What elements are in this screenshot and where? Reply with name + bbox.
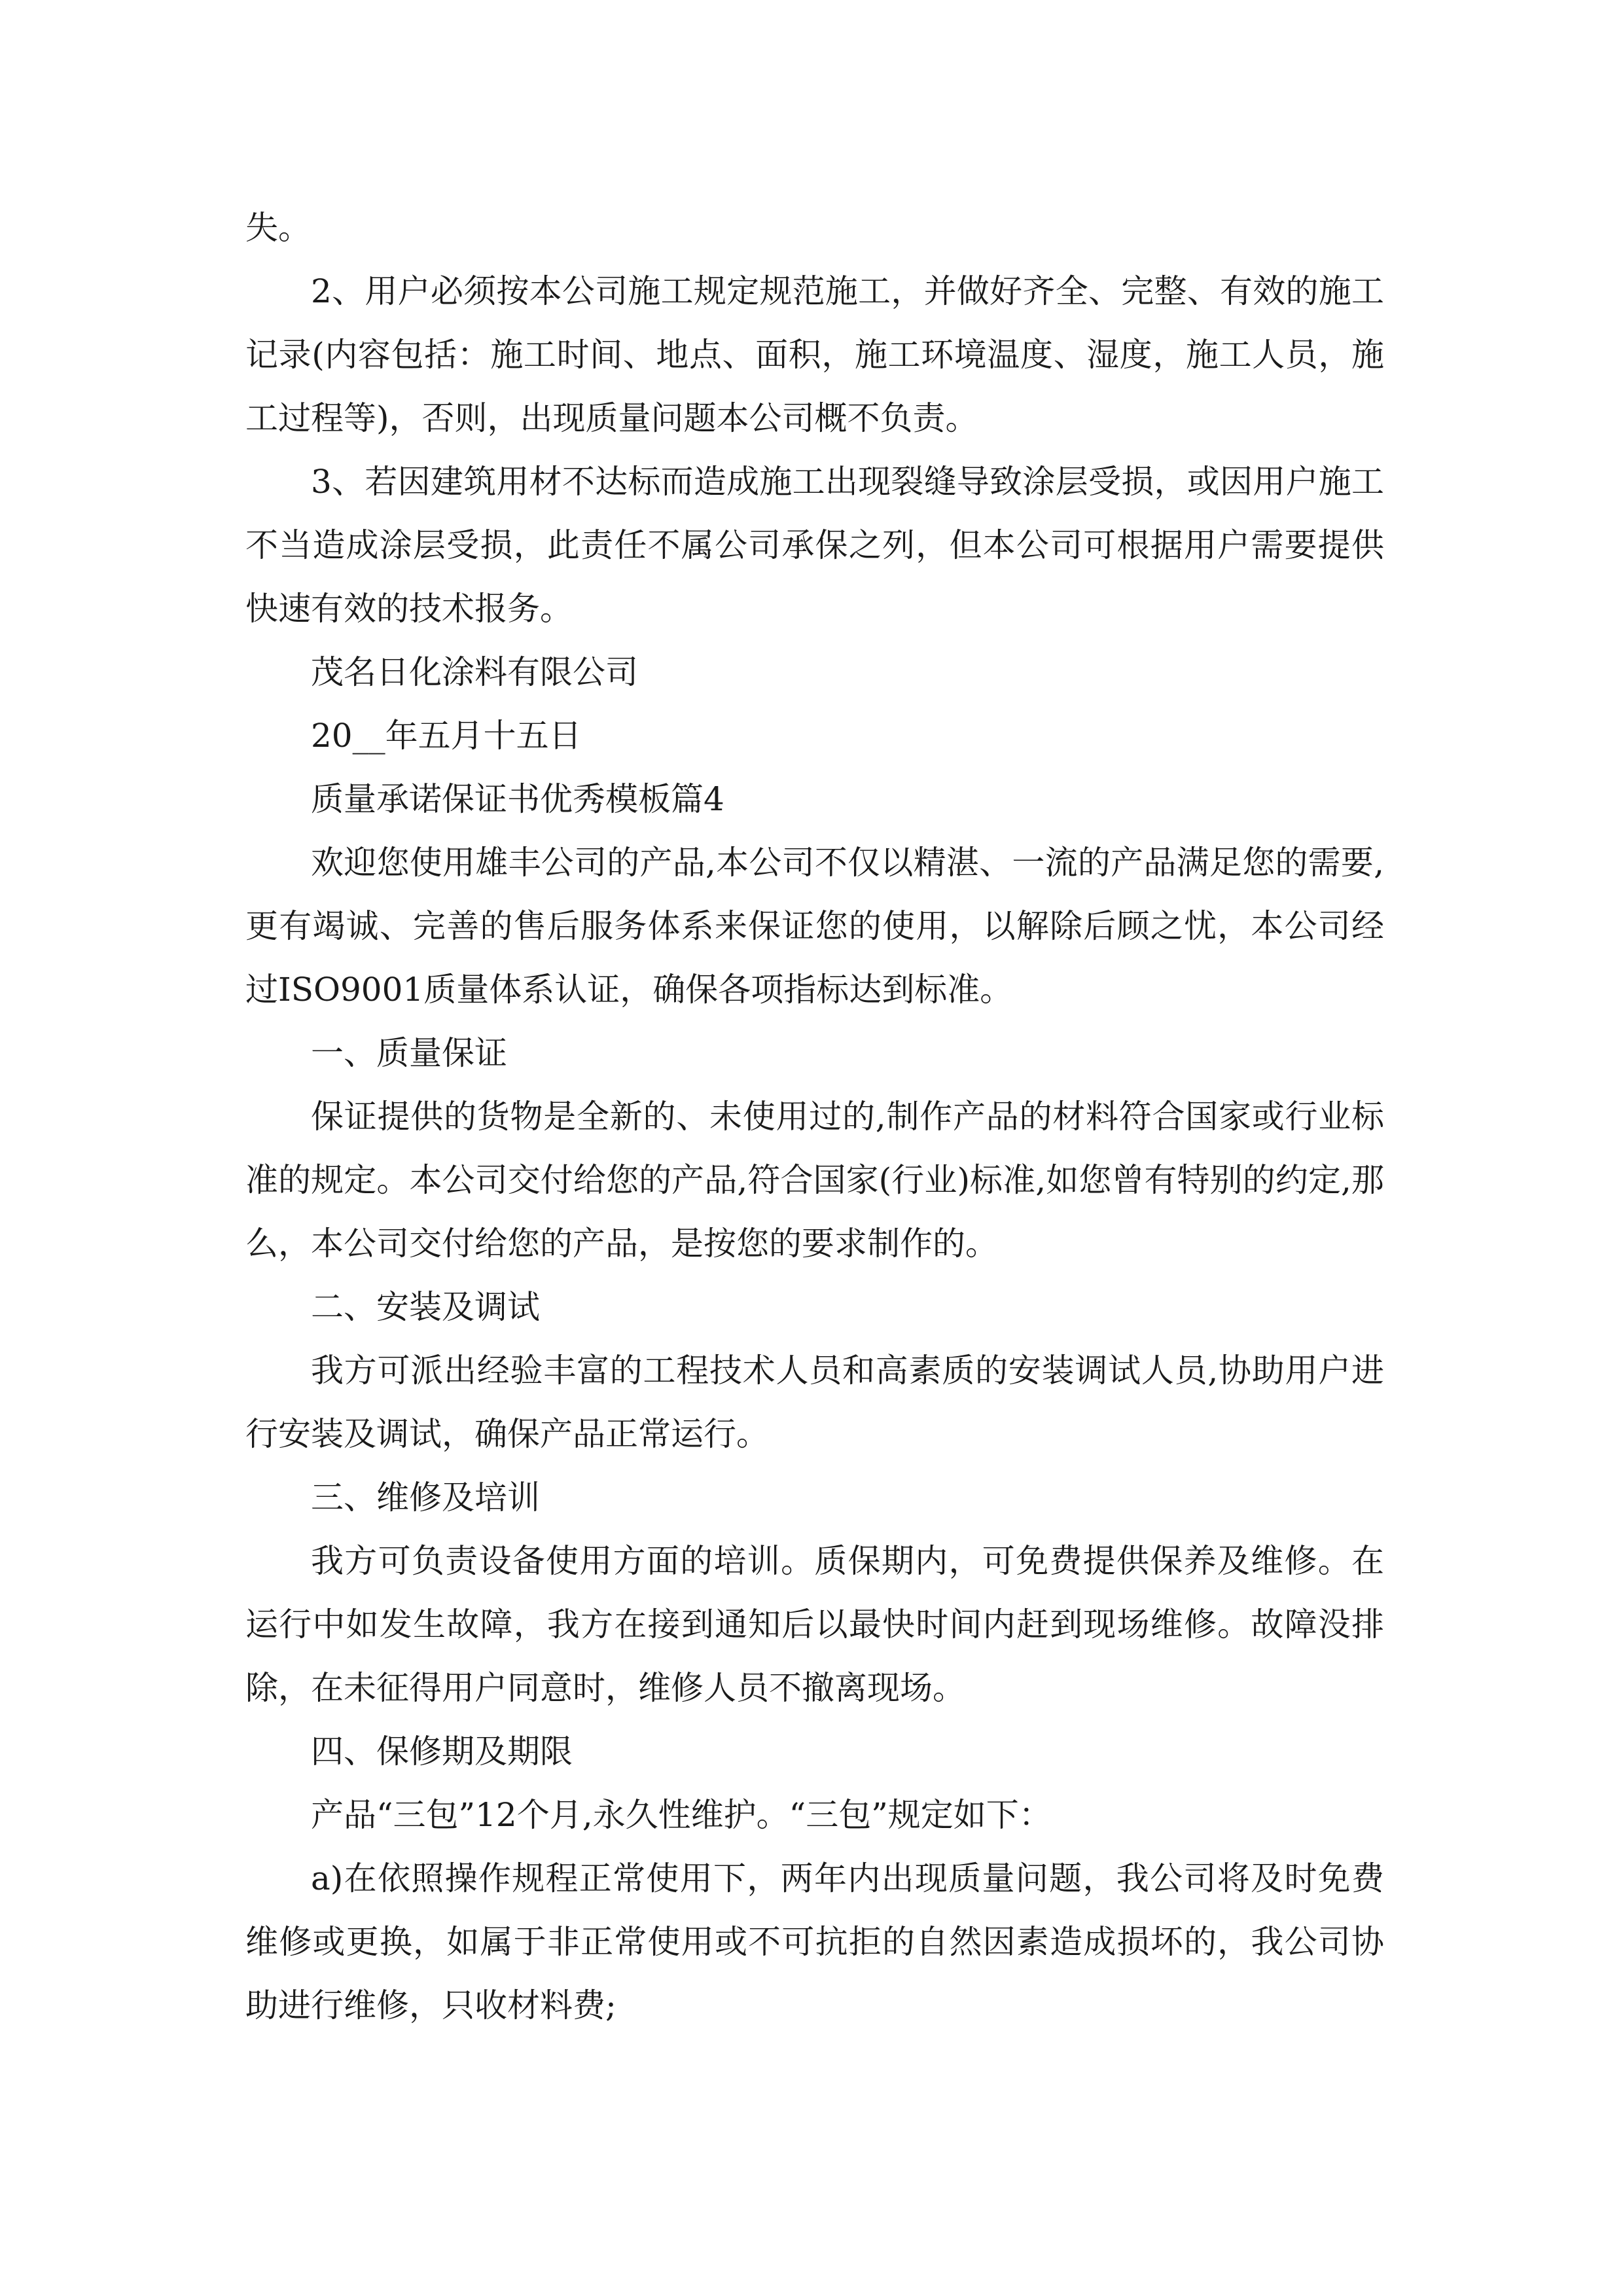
paragraph-clause-a: a)在依照操作规程正常使用下，两年内出现质量问题，我公司将及时免费维修或更换，如属于非正常使用或不可抗拒的自然因素造成损坏的，我公司协助进行维修，只收材料费; <box>245 1859 1384 2024</box>
section-title: 质量承诺保证书优秀模板篇4 <box>311 780 724 818</box>
paragraph-intro: 欢迎您使用雄丰公司的产品,本公司不仅以精湛、一流的产品满足您的需要,更有竭诚、完善的售后服务体系来保证您的使用，以解除后顾之忧，本公司经过ISO9001质量体系认证，确保各项指标达到标准。 <box>245 844 1384 1009</box>
heading-maintenance-training: 三、维修及培训 <box>311 1479 540 1516</box>
heading-quality-assurance: 一、质量保证 <box>311 1034 507 1072</box>
company-signature: 茂名日化涂料有限公司 <box>311 653 638 691</box>
heading-installation: 二、安装及调试 <box>311 1288 540 1326</box>
heading-warranty-period: 四、保修期及期限 <box>311 1732 573 1770</box>
paragraph-quality-assurance: 保证提供的货物是全新的、未使用过的,制作产品的材料符合国家或行业标准的规定。本公司交付给您的产品,符合国家(行业)标准,如您曾有特别的约定,那么，本公司交付给您的产品，是按您的要求制作的。 <box>245 1098 1384 1263</box>
paragraph-installation: 我方可派出经验丰富的工程技术人员和高素质的安装调试人员,协助用户进行安装及调试，确保产品正常运行。 <box>245 1352 1384 1453</box>
paragraph-continuation: 失。 <box>245 209 311 247</box>
signature-date: 20__年五月十五日 <box>311 717 582 755</box>
paragraph-maintenance-training: 我方可负责设备使用方面的培训。质保期内，可免费提供保养及维修。在运行中如发生故障，我方在接到通知后以最快时间内赶到现场维修。故障没排除，在未征得用户同意时，维修人员不撤离现场。 <box>245 1542 1384 1707</box>
document-body <box>245 196 1384 2037</box>
paragraph-three-guarantees: 产品“三包”12个月,永久性维护。“三包”规定如下： <box>311 1796 1052 1834</box>
paragraph-clause-2: 2、用户必须按本公司施工规定规范施工，并做好齐全、完整、有效的施工记录(内容包括：施工时间、地点、面积，施工环境温度、湿度，施工人员，施工过程等)，否则，出现质量问题本公司概不负责。 <box>245 272 1384 437</box>
paragraph-clause-3: 3、若因建筑用材不达标而造成施工出现裂缝导致涂层受损，或因用户施工不当造成涂层受损，此责任不属公司承保之列，但本公司可根据用户需要提供快速有效的技术报务。 <box>245 463 1384 628</box>
